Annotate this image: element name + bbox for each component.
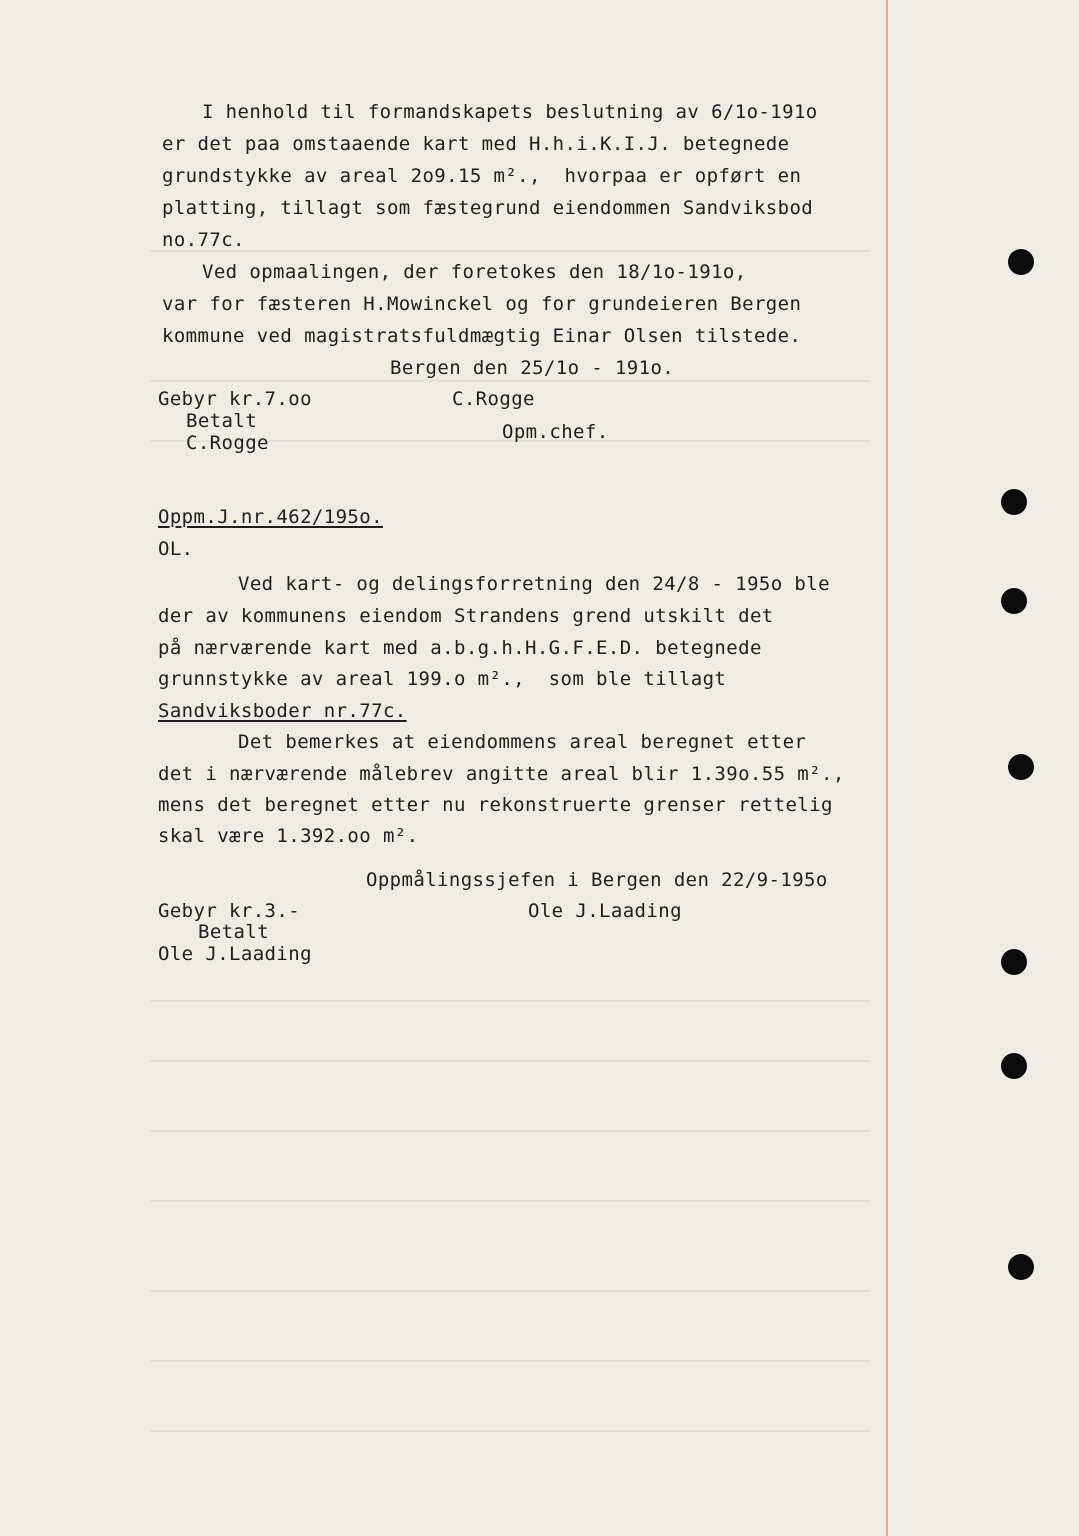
bleed-through-line bbox=[150, 1290, 870, 1292]
signature: Ole J.Laading bbox=[528, 900, 682, 922]
paragraph-line: på nærværende kart med a.b.g.h.H.G.F.E.D. betegnede bbox=[158, 637, 762, 659]
bleed-through-line bbox=[150, 250, 870, 252]
paragraph-line: kommune ved magistratsfuldmægtig Einar Olsen tilstede. bbox=[162, 325, 802, 347]
punch-hole-icon bbox=[1001, 489, 1027, 515]
punch-hole-icon bbox=[1008, 1254, 1034, 1280]
paid-by: C.Rogge bbox=[186, 432, 269, 454]
paragraph-line: det i nærværende målebrev angitte areal blir 1.39o.55 m²., bbox=[158, 763, 845, 785]
paragraph-line: I henhold til formandskapets beslutning av 6/1o-191o bbox=[202, 101, 818, 123]
paragraph-line: no.77c. bbox=[162, 229, 245, 251]
punch-hole-icon bbox=[1001, 588, 1027, 614]
paid-label: Betalt bbox=[198, 921, 270, 943]
fee-label: Gebyr kr.3.- bbox=[158, 900, 301, 922]
paid-label: Betalt bbox=[186, 410, 258, 432]
bleed-through-line bbox=[150, 1130, 870, 1132]
paragraph-line: der av kommunens eiendom Strandens grend utskilt det bbox=[158, 605, 774, 627]
bleed-through-line bbox=[150, 1200, 870, 1202]
paragraph-line: platting, tillagt som fæstegrund eiendommen Sandviksbod bbox=[162, 197, 814, 219]
fee-label: Gebyr kr.7.oo bbox=[158, 388, 312, 410]
paragraph-line: grundstykke av areal 2o9.15 m²., hvorpaa er opført en bbox=[162, 165, 802, 187]
initials: OL. bbox=[158, 538, 194, 560]
paragraph-line: Det bemerkes at eiendommens areal beregnet etter bbox=[238, 731, 807, 753]
bleed-through-line bbox=[150, 1430, 870, 1432]
signature: C.Rogge bbox=[452, 388, 535, 410]
signature-title: Opm.chef. bbox=[502, 421, 609, 443]
punch-hole-icon bbox=[1008, 249, 1034, 275]
place-date: Oppmålingssjefen i Bergen den 22/9-195o bbox=[366, 869, 828, 891]
punch-hole-icon bbox=[1001, 1053, 1027, 1079]
paragraph-line: grunnstykke av areal 199.o m²., som ble tillagt bbox=[158, 668, 727, 690]
paragraph-line: er det paa omstaaende kart med H.h.i.K.I.J. betegnede bbox=[162, 133, 790, 155]
bleed-through-line bbox=[150, 1360, 870, 1362]
journal-number: Oppm.J.nr.462/195o. bbox=[158, 506, 383, 528]
punch-hole-icon bbox=[1001, 949, 1027, 975]
punch-hole-icon bbox=[1008, 754, 1034, 780]
paragraph-line: skal være 1.392.oo m². bbox=[158, 825, 419, 847]
paragraph-line: var for fæsteren H.Mowinckel og for grundeieren Bergen bbox=[162, 293, 802, 315]
paid-by: Ole J.Laading bbox=[158, 943, 312, 965]
bleed-through-line bbox=[150, 1060, 870, 1062]
property-name: Sandviksboder nr.77c. bbox=[158, 700, 407, 722]
bleed-through-line bbox=[150, 380, 870, 382]
place-date: Bergen den 25/1o - 191o. bbox=[390, 357, 675, 379]
paragraph-line: mens det beregnet etter nu rekonstruerte grenser rettelig bbox=[158, 794, 833, 816]
paragraph-line: Ved opmaalingen, der foretokes den 18/1o-191o, bbox=[202, 261, 747, 283]
paragraph-line: Ved kart- og delingsforretning den 24/8 - 195o ble bbox=[238, 573, 830, 595]
red-margin-line bbox=[886, 0, 888, 1536]
bleed-through-line bbox=[150, 1000, 870, 1002]
